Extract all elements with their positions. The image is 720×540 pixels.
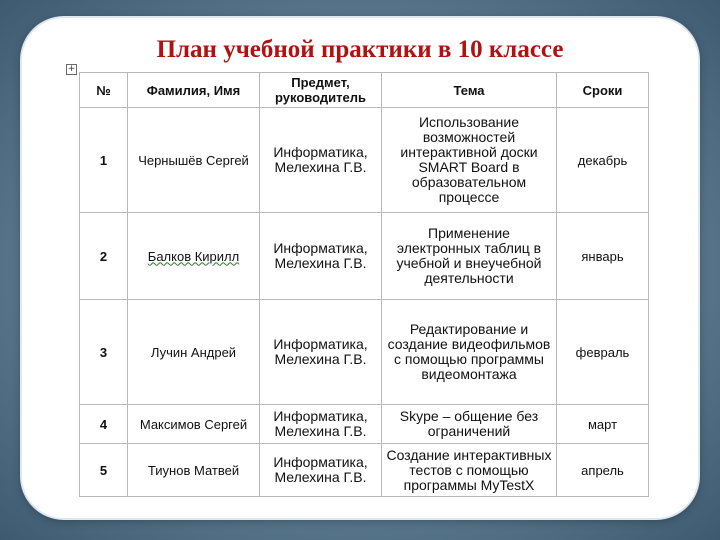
row-subject: Информатика, Мелехина Г.В. bbox=[260, 108, 382, 213]
row-name: Чернышёв Сергей bbox=[128, 108, 260, 213]
slide-card bbox=[22, 18, 698, 518]
page-title: План учебной практики в 10 классе bbox=[156, 36, 564, 63]
header-name: Фамилия, Имя bbox=[128, 73, 260, 108]
row-topic: Skype – общение без ограничений bbox=[382, 405, 557, 444]
header-topic: Тема bbox=[382, 73, 557, 108]
practice-plan-table bbox=[79, 72, 649, 497]
table-header-row bbox=[80, 73, 649, 108]
header-subject: Предмет, руководитель bbox=[260, 73, 382, 108]
row-subject: Информатика, Мелехина Г.В. bbox=[260, 405, 382, 444]
row-name: Максимов Сергей bbox=[128, 405, 260, 444]
table-move-handle-icon[interactable]: + bbox=[67, 64, 76, 74]
table-row bbox=[80, 300, 649, 405]
table-row bbox=[80, 213, 649, 300]
row-subject: Информатика, Мелехина Г.В. bbox=[260, 213, 382, 300]
table-row bbox=[80, 405, 649, 444]
row-topic: Применение электронных таблиц в учебной и внеучебной деятельности bbox=[382, 213, 557, 300]
row-number: 5 bbox=[80, 444, 128, 497]
row-number: 4 bbox=[80, 405, 128, 444]
row-topic: Редактирование и создание видеофильмов с помощью программы видеомонтажа bbox=[382, 300, 557, 405]
table-row bbox=[80, 108, 649, 213]
row-term: март bbox=[557, 405, 649, 444]
row-term: январь bbox=[557, 213, 649, 300]
row-subject: Информатика, Мелехина Г.В. bbox=[260, 444, 382, 497]
row-number: 1 bbox=[80, 108, 128, 213]
table-row bbox=[80, 444, 649, 497]
row-subject: Информатика, Мелехина Г.В. bbox=[260, 300, 382, 405]
row-term: апрель bbox=[557, 444, 649, 497]
row-name: Лучин Андрей bbox=[128, 300, 260, 405]
header-number: № bbox=[80, 73, 128, 108]
row-number: 2 bbox=[80, 213, 128, 300]
row-topic: Использование возможностей интерактивной доски SMART Board в образовательном процессе bbox=[382, 108, 557, 213]
row-name: Балков Кирилл bbox=[128, 213, 260, 300]
header-term: Сроки bbox=[557, 73, 649, 108]
row-number: 3 bbox=[80, 300, 128, 405]
row-topic: Создание интерактивных тестов с помощью программы MyTestX bbox=[382, 444, 557, 497]
row-name: Тиунов Матвей bbox=[128, 444, 260, 497]
row-term: декабрь bbox=[557, 108, 649, 213]
row-term: февраль bbox=[557, 300, 649, 405]
